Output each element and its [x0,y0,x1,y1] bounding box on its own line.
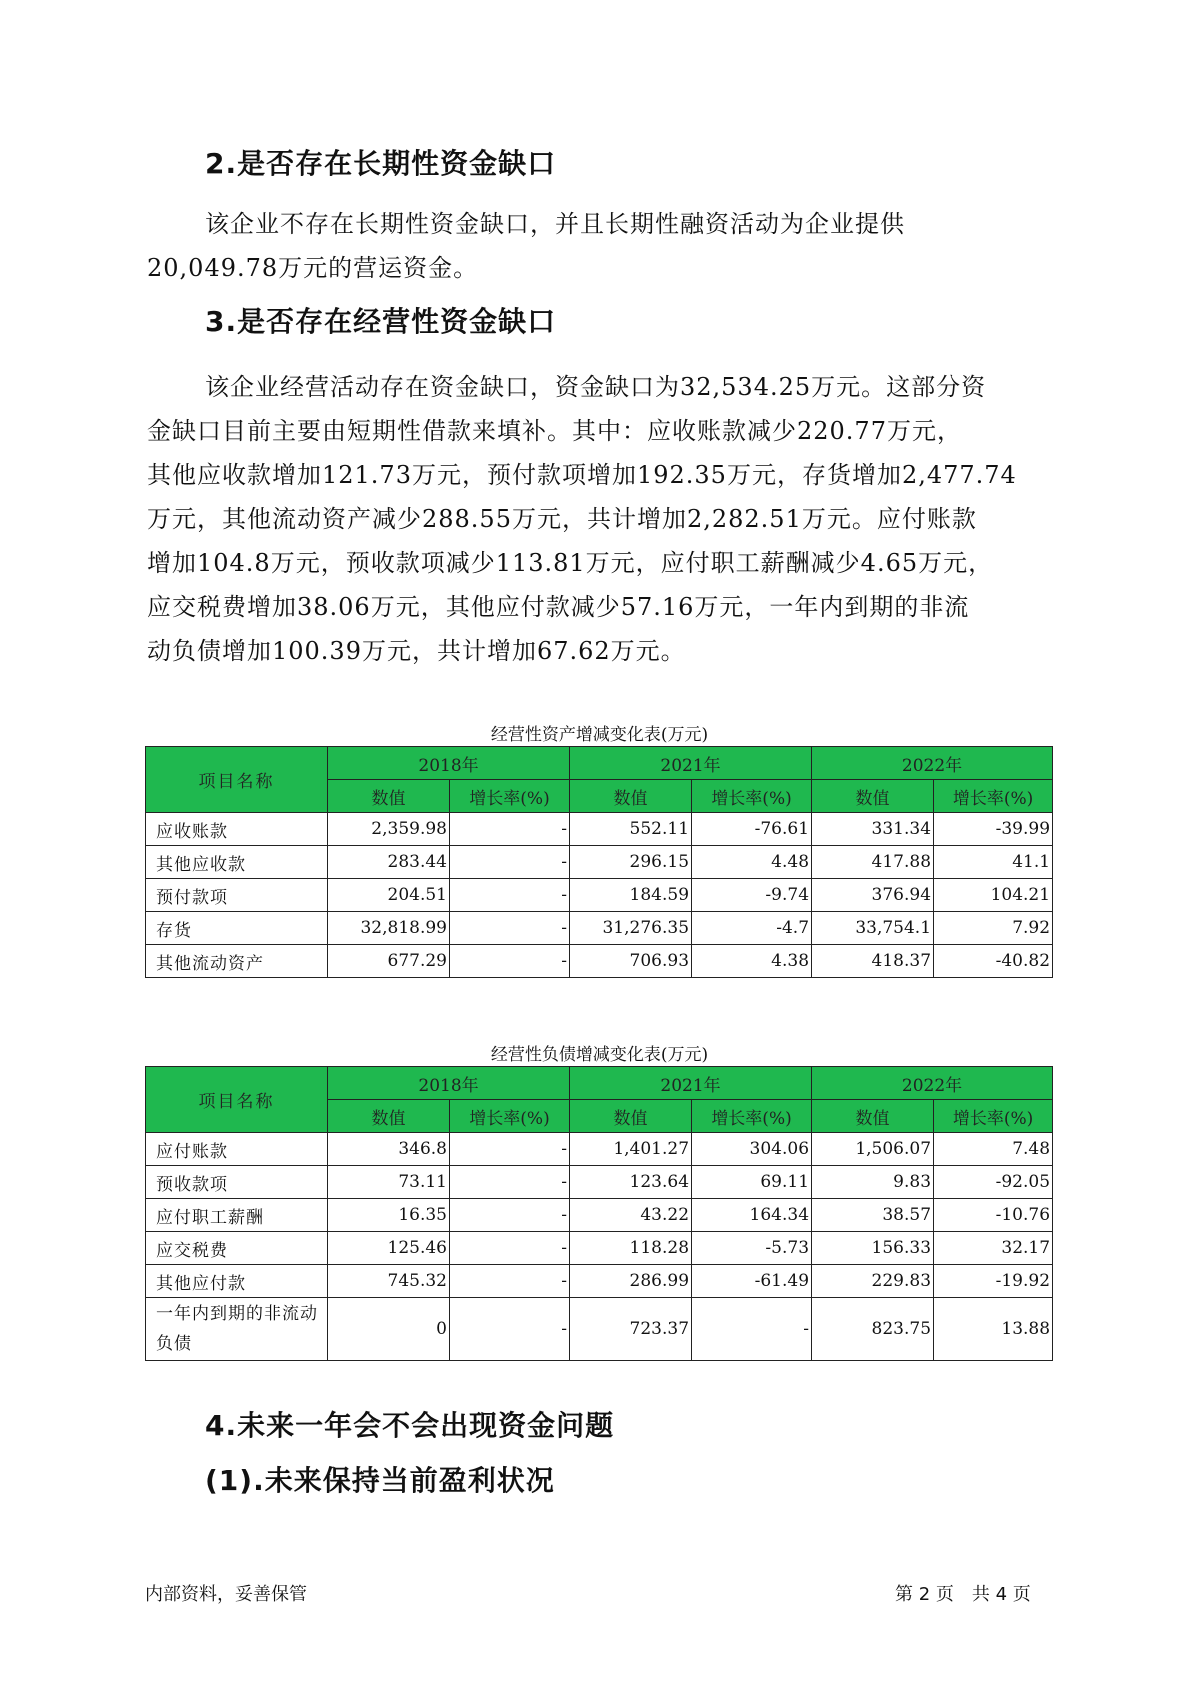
paragraph-line: 应交税费增加38.06万元，其他应付款减少57.16万元，一年内到期的非流 [147,593,970,621]
header-year-2018: 2018年 [328,1067,570,1100]
growth-rate-cell: - [450,846,570,879]
section-heading-3: 3.是否存在经营性资金缺口 [205,305,557,338]
growth-rate-cell: 41.1 [934,846,1053,879]
growth-rate-cell: - [450,945,570,978]
growth-rate-cell: 69.11 [692,1166,812,1199]
paragraph-line: 其他应收款增加121.73万元，预付款项增加192.35万元，存货增加2,477.74 [147,461,1017,489]
header-value: 数值 [328,1100,450,1133]
row-item-name: 一年内到期的非流动负债 [146,1298,328,1361]
growth-rate-cell: -10.76 [934,1199,1053,1232]
assets-change-table [145,746,1053,978]
paragraph-line: 动负债增加100.39万元，共计增加67.62万元。 [147,637,686,665]
value-cell: 0 [328,1298,450,1361]
growth-rate-cell: - [450,1298,570,1361]
growth-rate-cell: -76.61 [692,813,812,846]
value-cell: 43.22 [570,1199,692,1232]
growth-rate-cell: - [692,1298,812,1361]
growth-rate-cell: -5.73 [692,1232,812,1265]
value-cell: 125.46 [328,1232,450,1265]
growth-rate-cell: 7.48 [934,1133,1053,1166]
section-heading-2: 2.是否存在长期性资金缺口 [205,147,557,180]
header-year-2021: 2021年 [570,1067,812,1100]
growth-rate-cell: - [450,1166,570,1199]
growth-rate-cell: 4.38 [692,945,812,978]
growth-rate-cell: 13.88 [934,1298,1053,1361]
paragraph-line: 20,049.78万元的营运资金。 [147,254,479,282]
header-item-name: 项目名称 [146,1067,328,1133]
header-value: 数值 [812,1100,934,1133]
growth-rate-cell: - [450,1133,570,1166]
table-row [146,1232,1053,1265]
growth-rate-cell: 32.17 [934,1232,1053,1265]
value-cell: 73.11 [328,1166,450,1199]
value-cell: 286.99 [570,1265,692,1298]
header-growth: 增长率(%) [450,1100,570,1133]
value-cell: 1,401.27 [570,1133,692,1166]
row-item-name: 存货 [146,912,328,945]
value-cell: 33,754.1 [812,912,934,945]
header-value: 数值 [812,780,934,813]
value-cell: 745.32 [328,1265,450,1298]
value-cell: 123.64 [570,1166,692,1199]
growth-rate-cell: - [450,813,570,846]
header-growth: 增长率(%) [692,780,812,813]
row-item-name: 应付职工薪酬 [146,1199,328,1232]
growth-rate-cell: 164.34 [692,1199,812,1232]
value-cell: 677.29 [328,945,450,978]
growth-rate-cell: -61.49 [692,1265,812,1298]
growth-rate-cell: 7.92 [934,912,1053,945]
value-cell: 706.93 [570,945,692,978]
value-cell: 376.94 [812,879,934,912]
value-cell: 331.34 [812,813,934,846]
row-item-name: 应交税费 [146,1232,328,1265]
subsection-heading-4-1: (1).未来保持当前盈利状况 [205,1464,555,1497]
growth-rate-cell: -9.74 [692,879,812,912]
paragraph-long-term-gap [147,202,1057,290]
paragraph-line: 该企业不存在长期性资金缺口，并且长期性融资活动为企业提供 [205,210,905,238]
row-item-name: 其他应收款 [146,846,328,879]
table-row [146,813,1053,846]
growth-rate-cell: - [450,879,570,912]
value-cell: 229.83 [812,1265,934,1298]
value-cell: 552.11 [570,813,692,846]
growth-rate-cell: -39.99 [934,813,1053,846]
table-row [146,846,1053,879]
value-cell: 296.15 [570,846,692,879]
value-cell: 9.83 [812,1166,934,1199]
header-year-2018: 2018年 [328,747,570,780]
header-value: 数值 [570,780,692,813]
paragraph-line: 增加104.8万元，预收款项减少113.81万元，应付职工薪酬减少4.65万元， [147,549,994,577]
table-row [146,1199,1053,1232]
growth-rate-cell: -40.82 [934,945,1053,978]
value-cell: 118.28 [570,1232,692,1265]
growth-rate-cell: 304.06 [692,1133,812,1166]
paragraph-line: 万元，其他流动资产减少288.55万元，共计增加2,282.51万元。应付账款 [147,505,977,533]
row-item-name: 其他流动资产 [146,945,328,978]
paragraph-operating-gap [147,365,1057,673]
value-cell: 418.37 [812,945,934,978]
paragraph-line: 金缺口目前主要由短期性借款来填补。其中：应收账款减少220.77万元， [147,417,962,445]
table-row [146,1133,1053,1166]
value-cell: 38.57 [812,1199,934,1232]
value-cell: 156.33 [812,1232,934,1265]
row-item-name: 应付账款 [146,1133,328,1166]
growth-rate-cell: - [450,1265,570,1298]
header-year-2022: 2022年 [812,747,1053,780]
table-row [146,1166,1053,1199]
value-cell: 184.59 [570,879,692,912]
header-item-name: 项目名称 [146,747,328,813]
liabilities-change-table [145,1066,1053,1361]
value-cell: 723.37 [570,1298,692,1361]
growth-rate-cell: 104.21 [934,879,1053,912]
header-growth: 增长率(%) [934,1100,1053,1133]
value-cell: 283.44 [328,846,450,879]
footer-page-number: 第 2 页 共 4 页 [895,1584,1031,1605]
value-cell: 2,359.98 [328,813,450,846]
header-growth: 增长率(%) [450,780,570,813]
header-value: 数值 [570,1100,692,1133]
section-heading-4: 4.未来一年会不会出现资金问题 [205,1409,615,1442]
row-item-name: 预付款项 [146,879,328,912]
value-cell: 346.8 [328,1133,450,1166]
row-item-name: 其他应付款 [146,1265,328,1298]
header-value: 数值 [328,780,450,813]
value-cell: 204.51 [328,879,450,912]
row-item-name: 预收款项 [146,1166,328,1199]
value-cell: 32,818.99 [328,912,450,945]
table-row [146,1265,1053,1298]
growth-rate-cell: - [450,1232,570,1265]
value-cell: 31,276.35 [570,912,692,945]
header-year-2022: 2022年 [812,1067,1053,1100]
value-cell: 1,506.07 [812,1133,934,1166]
liabilities-table-caption: 经营性负债增减变化表(万元) [490,1045,709,1065]
growth-rate-cell: - [450,1199,570,1232]
table-row [146,1298,1053,1361]
growth-rate-cell: -19.92 [934,1265,1053,1298]
header-year-2021: 2021年 [570,747,812,780]
value-cell: 823.75 [812,1298,934,1361]
table-row [146,912,1053,945]
table-row [146,945,1053,978]
value-cell: 417.88 [812,846,934,879]
footer-confidential-note: 内部资料，妥善保管 [145,1584,307,1605]
header-growth: 增长率(%) [692,1100,812,1133]
growth-rate-cell: 4.48 [692,846,812,879]
paragraph-line: 该企业经营活动存在资金缺口，资金缺口为32,534.25万元。这部分资 [205,373,987,401]
row-item-name: 应收账款 [146,813,328,846]
value-cell: 16.35 [328,1199,450,1232]
growth-rate-cell: - [450,912,570,945]
growth-rate-cell: -4.7 [692,912,812,945]
assets-table-caption: 经营性资产增减变化表(万元) [490,725,709,745]
header-growth: 增长率(%) [934,780,1053,813]
table-row [146,879,1053,912]
growth-rate-cell: -92.05 [934,1166,1053,1199]
